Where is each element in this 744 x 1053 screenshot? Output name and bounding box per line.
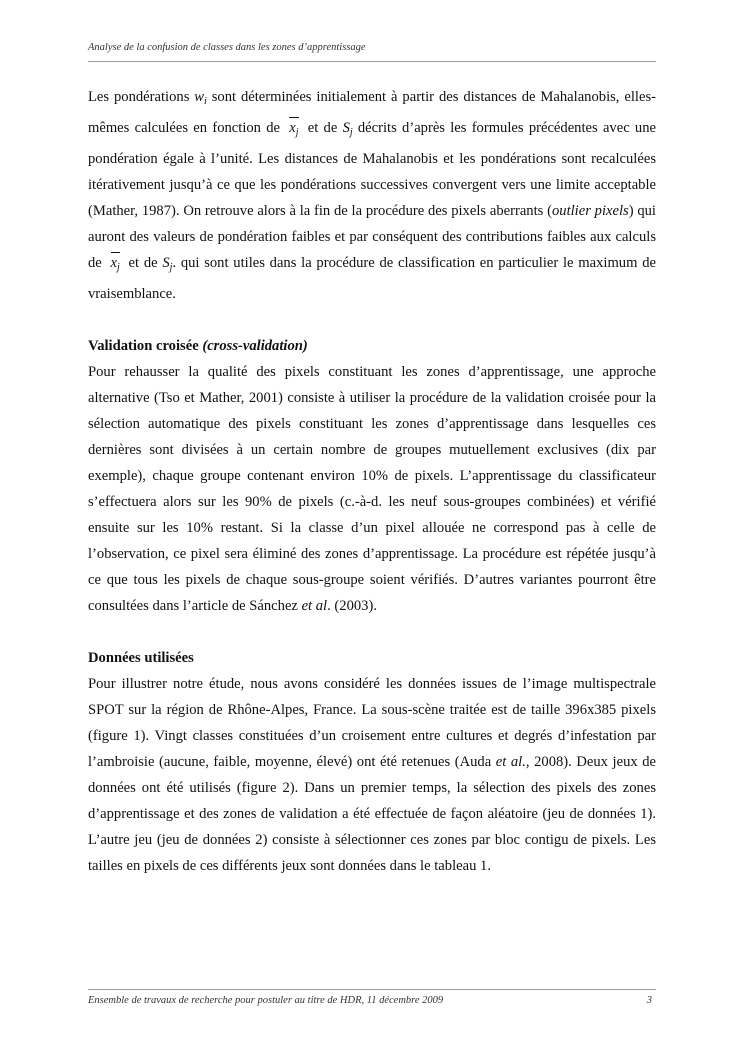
math-xbar [285,115,302,146]
italic-term: et al [301,598,328,614]
math-subscript: j [295,127,299,138]
math-symbol: x [110,255,118,271]
text-run: . (2003). [327,598,377,614]
heading-text: Validation croisée [88,338,203,354]
paragraph-validation [88,359,656,619]
math-subscript: j [169,262,173,273]
math-s [343,120,353,136]
header-divider [88,61,656,62]
section-heading-validation [88,333,656,359]
math-symbol: S [162,255,170,271]
math-symbol: S [342,120,350,136]
text-run: décrits d’après les formules précédentes avec une pondération égale à l’unité. Les distances de Mahalanobis et les pondérations sont recalculées itérativement jusqu’à ce que les pondérations successives convergent vers une limite acceptable (Mather, 1987). On retrouve alors à la fin de la procédure des pixels aberrants ( [88,120,656,219]
text-run: ) qui auront des valeurs de pondération faibles et par conséquent des contributions faibles aux calculs de [88,203,656,271]
text-run: . qui sont utiles dans la procédure de classification en particulier le maximum de vraisemblance. [88,255,656,302]
spacer [88,619,656,645]
math-symbol: w [194,89,205,105]
text-run: Pour illustrer notre étude, nous avons considéré les données issues de l’image multispectrale SPOT sur la région de Rhône-Alpes, France. La sous-scène traitée est de taille 396x385 pixels (figure 1). Vingt classes constituées d’un croisement entre cultures et degrés d’infestation par l’ambroisie (aucune, faible, moyenne, élevé) ont été retenues (Auda [88,676,656,770]
math-subscript: i [204,96,207,107]
text-run: et de [302,120,343,136]
running-header: Analyse de la confusion de classes dans les zones d’apprentissage [88,42,366,53]
paragraph-donnees [88,671,656,879]
page-number: 3 [646,995,652,1006]
math-xbar [107,250,124,281]
page-body [88,84,656,879]
math-symbol: x [289,120,296,136]
math-s [162,255,172,271]
page-footer [88,995,656,1006]
math-subscript: j [349,127,353,138]
math-subscript: j [117,262,120,273]
italic-term: et al. [495,754,526,770]
footer-divider [88,989,656,990]
math-w [194,89,207,105]
spacer [88,307,656,333]
text-run: Pour rehausser la qualité des pixels constituant les zones d’apprentissage, une approche alternative (Tso et Mather, 2001) consiste à utiliser la procédure de la validation croisée pour la sélection automatique des pixels constituant les zones d’apprentissage dans lesquelles ces dernières sont divisées à un certain nombre de groupes mutuellement exclusives (dix par exemple), chaque groupe contenant environ 10% de pixels. L’apprentissage du classificateur s’effectuera alors sur les 90% de pixels (c.-à-d. les neuf sous-groupes combinées) et vérifié ensuite sur les 10% restant. Si la classe d’un pixel allouée ne correspond pas à celle de l’observation, ce pixel sera éliminé des zones d’apprentissage. La procédure est répétée jusqu’à ce que tous les pixels de chaque sous-groupe soient vérifiés. D’autres variantes pourront être consultées dans l’article de Sánchez [88,364,656,614]
text-run: , 2008). Deux jeux de données ont été utilisés (figure 2). Dans un premier temps, la sélection des pixels des zones d’apprentissage et des zones de validation a été effectuée de façon aléatoire (jeu de données 1). L’autre jeu (jeu de données 2) consiste à sélectionner ces zones par bloc contigu de pixels. Les tailles en pixels de ces différents jeux sont données dans le tableau 1. [88,754,656,874]
italic-term: outlier pixels [551,203,629,219]
section-heading-donnees: Données utilisées [88,650,194,666]
text-run: et de [123,255,163,271]
text-run: sont déterminées initialement à partir des distances de Mahalanobis, elles-mêmes calculées en fonction de [88,89,656,136]
heading-italic: (cross-validation) [202,338,308,354]
text-run: Les pondérations [88,89,195,105]
paragraph-mahalanobis [88,84,656,307]
footer-text: Ensemble de travaux de recherche pour postuler au titre de HDR, 11 décembre 2009 [88,995,444,1006]
